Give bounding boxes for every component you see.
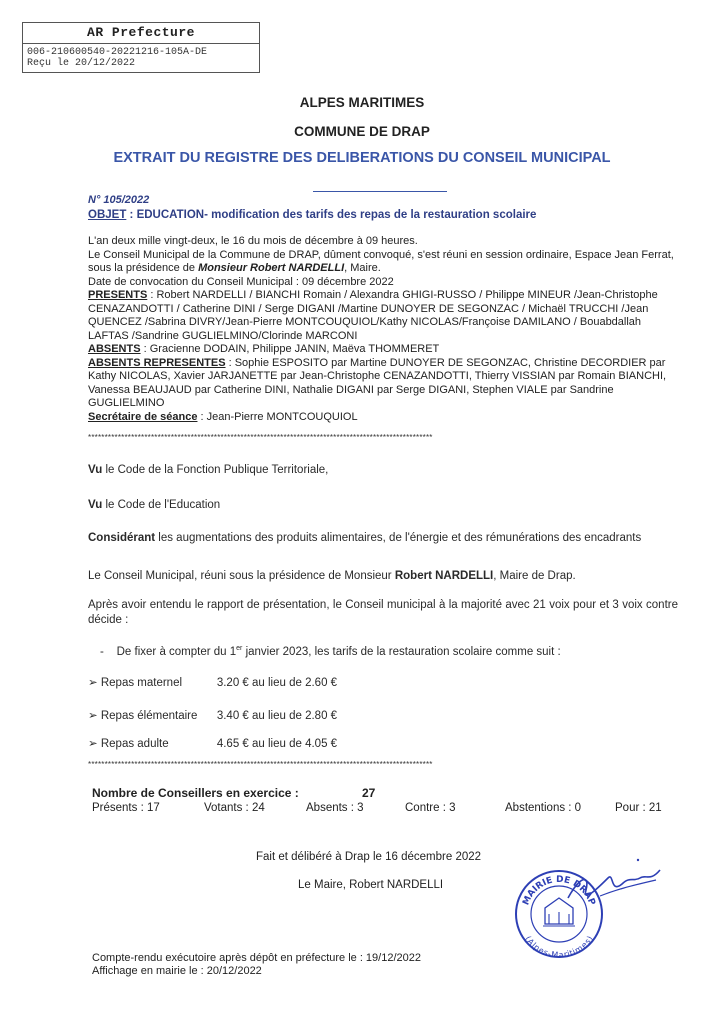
mayor-signature-line: Le Maire, Robert NARDELLI <box>298 879 444 891</box>
considerant-text: les augmentations des produits alimentaires, de l'énergie et des rémunérations des encadrants <box>155 532 642 544</box>
objet-label: OBJET <box>88 209 127 221</box>
secretaire-text: : Jean-Pierre MONTCOUQUIOL <box>197 410 358 423</box>
conseil-mayor-name: Robert NARDELLI <box>394 570 494 582</box>
conseil-text: Le Conseil Municipal, réuni sous la présidence de Monsieur <box>88 570 395 582</box>
decision-sup: er <box>236 645 243 652</box>
vu1-bold: Vu <box>88 464 103 476</box>
conseillers-value: 27 <box>362 786 376 800</box>
deliberation-number: N° 105/2022 <box>88 194 150 206</box>
vu2-bold: Vu <box>88 499 103 511</box>
ar-reference: 006-210600540-20221216-105A-DE <box>27 47 208 58</box>
arrow-bullet-icon: ➢ <box>88 710 98 722</box>
session-convocation-end: , Maire. <box>344 262 381 274</box>
ar-prefecture-box <box>22 22 260 73</box>
session-convocation-text: Le Conseil Municipal de la Commune de DRAP, dûment convoqué, s'est réuni en session ordinaire, Espace Jean Ferrat, sous la présidence de <box>88 248 674 274</box>
decision-item <box>100 641 680 660</box>
tarif-label: Repas adulte <box>100 738 169 750</box>
secretaire-label: Secrétaire de séance <box>88 410 198 423</box>
arrow-bullet-icon: ➢ <box>88 738 98 750</box>
session-date: L'an deux mille vingt-deux, le 16 du mois de décembre à 09 heures. <box>88 235 418 247</box>
vu-code-education <box>88 498 678 513</box>
absents-label: ABSENTS <box>88 343 141 355</box>
mayor-name: Monsieur Robert NARDELLI <box>198 262 345 274</box>
considerant <box>88 531 678 546</box>
svg-text:(Alpes-Maritimes) <box>523 934 594 959</box>
decision-text-end: janvier 2023, les tarifs de la restauration scolaire comme suit : <box>242 645 561 658</box>
decision-intro: Après avoir entendu le rapport de présentation, le Conseil municipal à la majorité avec 21 voix pour et 3 voix contre décide : <box>88 599 678 626</box>
stat-absents: Absents : 3 <box>306 802 364 814</box>
compte-rendu-footer <box>92 952 421 978</box>
decision-text: De fixer à compter du 1 <box>116 645 237 658</box>
deliberation-objet <box>88 209 536 221</box>
conseil-presidence <box>88 569 678 584</box>
absents-list <box>88 343 678 357</box>
represents-list <box>88 357 678 411</box>
stat-contre: Contre : 3 <box>405 802 456 814</box>
conseillers-label: Nombre de Conseillers en exercice : <box>92 786 299 800</box>
represents-text: : Sophie ESPOSITO par Martine DUNOYER DE SEGONZAC, Christine DECORDIER par Kathy NICOLAS, Xavier JARJANETTE par Jean-Christophe CENAZANDOTTI, Thierry VISSIAN par Romain BIANCHI, Vanessa BEAUJAUD par Catherine DINI, Nathalie DIGANI par Serge DIGANI, Stephen VIALE par Sandrine GUGLIELMINO <box>88 356 667 409</box>
session-intro <box>88 235 678 424</box>
stat-pour: Pour : 21 <box>615 802 662 814</box>
compte-rendu-date: Compte-rendu exécutoire après dépôt en préfecture le : 19/12/2022 <box>92 952 421 964</box>
presents-label: PRESENTS <box>88 289 148 301</box>
separator-top: ******************************************************************************************************** <box>88 434 433 442</box>
header-divider <box>313 191 447 192</box>
considerant-bold: Considérant <box>88 532 156 544</box>
decision-dash: - <box>100 645 104 658</box>
department-title: ALPES MARITIMES <box>299 95 425 110</box>
tarif-label: Repas maternel <box>100 677 183 689</box>
stamp-bottom-text: (Alpes-Maritimes) <box>523 934 595 960</box>
affichage-date: Affichage en mairie le : 20/12/2022 <box>92 965 262 977</box>
vu2-text: le Code de l'Education <box>102 499 221 511</box>
represents-label: ABSENTS REPRESENTES <box>88 356 226 369</box>
commune-title: COMMUNE DE DRAP <box>294 124 430 139</box>
separator-bottom: ******************************************************************************************************** <box>88 761 433 769</box>
extrait-title: EXTRAIT DU REGISTRE DES DELIBERATIONS DU CONSEIL MUNICIPAL <box>113 150 611 166</box>
fait-delibere: Fait et délibéré à Drap le 16 décembre 2022 <box>256 851 482 863</box>
stat-presents: Présents : 17 <box>92 802 160 814</box>
presents-text: : Robert NARDELLI / BIANCHI Romain / Alexandra GHIGI-RUSSO / Philippe MINEUR /Jean-Christophe CENAZANDOTTI / Catherine DINI / Serge DIGANI /Martine DUNOYER DE SEGONZAC / Michaël TRUCCHI /Jean QUENCEZ /Sabrina DIVRY/Jean-Pierre MONTCOUQUIOL/Kathy NICOLAS/Françoise DAMILANO / Bouabdallah LAFTAS /Sandrine GUGLIELMINO/Clorinde MARCONI <box>88 289 658 342</box>
ar-received-date: Reçu le 20/12/2022 <box>27 58 136 69</box>
tarif-price: 3.20 € au lieu de 2.60 € <box>216 677 338 689</box>
conseil-text-end: , Maire de Drap. <box>493 570 576 582</box>
tarif-row <box>88 675 337 689</box>
stamp-top-text: MAIRIE DE DRAP <box>521 874 597 907</box>
arrow-bullet-icon: ➢ <box>88 677 98 689</box>
tarif-label: Repas élémentaire <box>100 710 198 722</box>
convocation-date: Date de convocation du Conseil Municipal : 09 décembre 2022 <box>88 275 394 288</box>
session-convocation <box>88 249 678 276</box>
ar-prefecture-title: AR Prefecture <box>23 23 259 44</box>
vu1-text: le Code de la Fonction Publique Territoriale, <box>102 464 329 476</box>
mairie-stamp-icon <box>513 868 605 960</box>
vote-stats <box>92 802 682 818</box>
absents-text: : Gracienne DODAIN, Philippe JANIN, Maëva THOMMERET <box>140 343 440 355</box>
tarif-price: 4.65 € au lieu de 4.05 € <box>216 738 338 750</box>
stat-votants: Votants : 24 <box>204 802 265 814</box>
secretaire <box>88 411 678 425</box>
tarif-row <box>88 708 337 722</box>
objet-text: : EDUCATION- modification des tarifs des repas de la restauration scolaire <box>126 209 537 221</box>
presents-list <box>88 289 678 343</box>
tarif-row <box>88 736 337 750</box>
conseillers-en-exercice <box>92 786 376 800</box>
vu-fonction-publique <box>88 463 678 478</box>
stat-abstentions: Abstentions : 0 <box>505 802 582 814</box>
tarif-price: 3.40 € au lieu de 2.80 € <box>216 710 338 722</box>
